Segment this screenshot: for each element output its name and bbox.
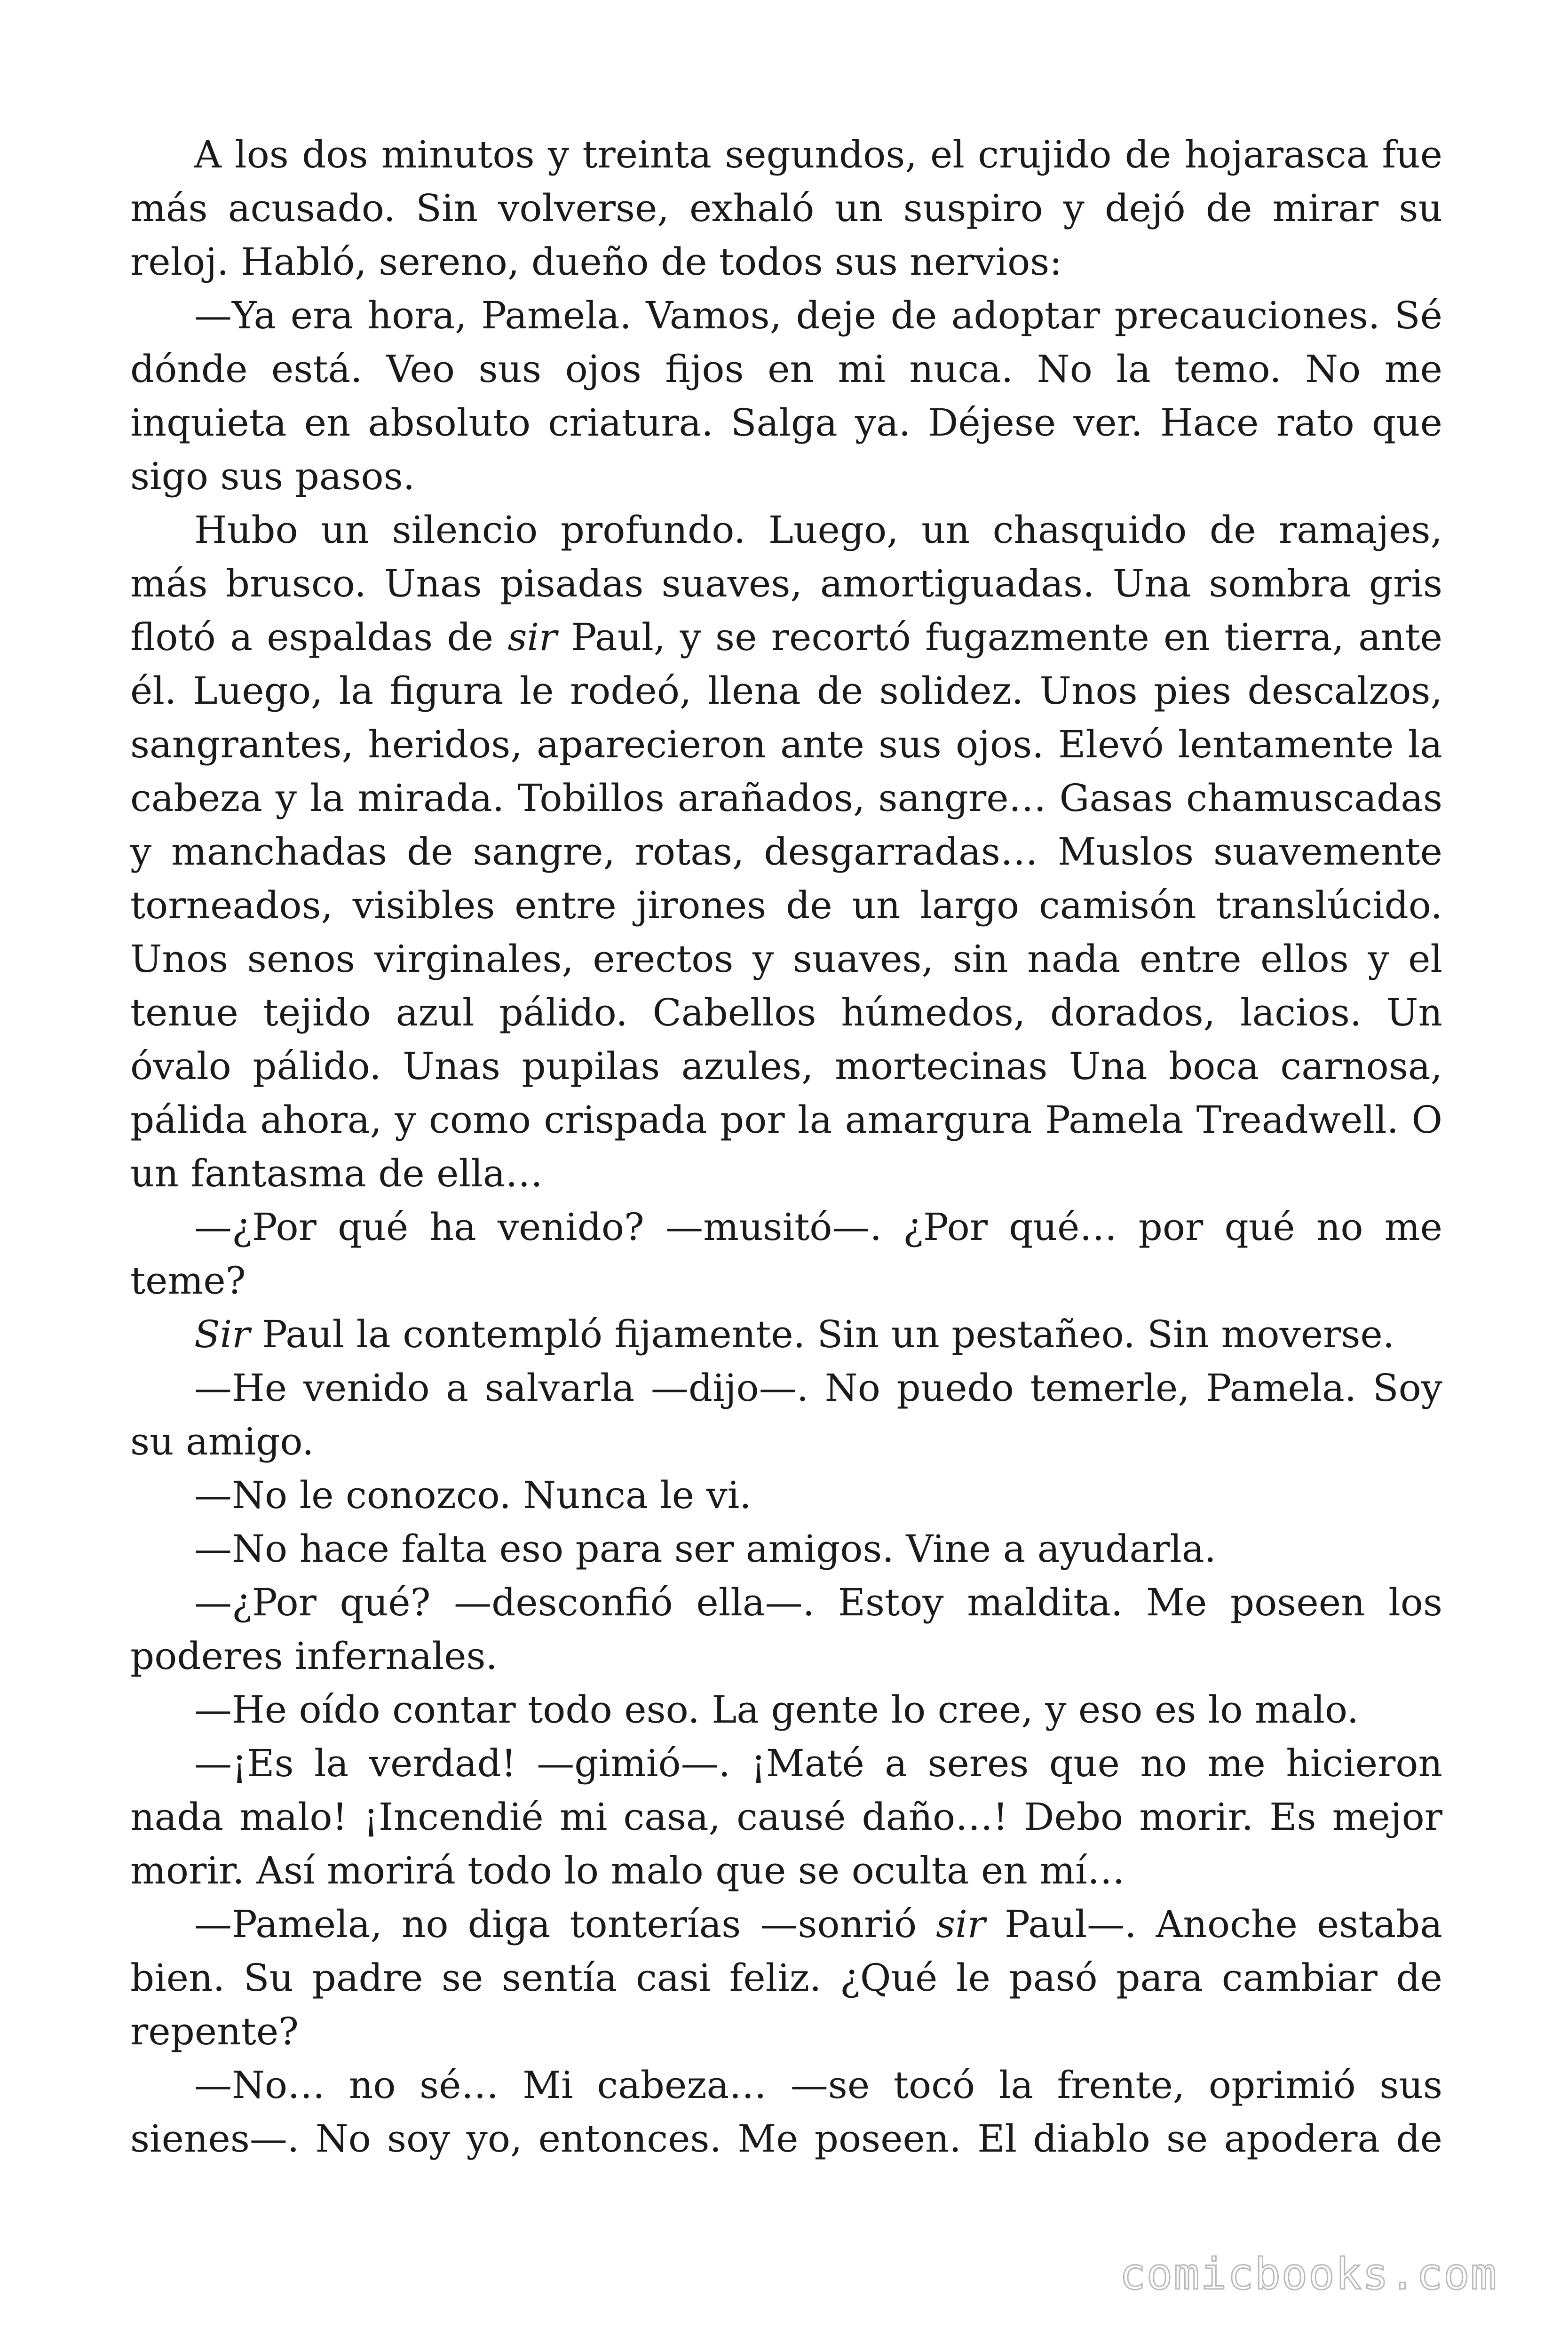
text-run: —He oído contar todo eso. La gente lo cree, y eso es lo malo. bbox=[194, 1688, 1359, 1732]
text-run: —Ya era hora, Pamela. Vamos, deje de adoptar precauciones. Sé dónde está. Veo sus ojos fijos en mi nuca. No la temo. No me inquieta en absoluto criatura. Salga ya. Déjese ver. Hace rato que sigo sus pasos. bbox=[130, 294, 1442, 498]
italic-text: sir bbox=[936, 1902, 986, 1946]
text-run: —¡Es la verdad! —gimió—. ¡Maté a seres que no me hicieron nada malo! ¡Incendié mi casa, causé daño…! Debo morir. Es mejor morir. Así morirá todo lo malo que se oculta en mí… bbox=[130, 1741, 1442, 1892]
text-run: —He venido a salvarla —dijo—. No puedo temerle, Pamela. Soy su amigo. bbox=[130, 1366, 1442, 1463]
paragraph bbox=[130, 1737, 1442, 1898]
paragraph bbox=[130, 1898, 1442, 2058]
paragraph bbox=[130, 1522, 1442, 1576]
text-run: —No… no sé… Mi cabeza… —se tocó la frente, oprimió sus sienes—. No soy yo, entonces. Me poseen. El diablo se apodera de bbox=[130, 2063, 1442, 2161]
text-run: A los dos minutos y treinta segundos, el crujido de hojarasca fue más acusado. Sin volverse, exhaló un suspiro y dejó de mirar su reloj. Habló, sereno, dueño de todos sus nervios: bbox=[130, 133, 1442, 284]
paragraph bbox=[130, 1200, 1442, 1308]
paragraph bbox=[130, 289, 1442, 503]
watermark: comicbooks.com bbox=[1119, 2249, 1497, 2299]
text-run: —No hace falta eso para ser amigos. Vine a ayudarla. bbox=[194, 1527, 1216, 1571]
body-text bbox=[130, 128, 1442, 2166]
text-run: —No le conozco. Nunca le vi. bbox=[194, 1473, 752, 1517]
text-run: Paul—. Anoche estaba bien. Su padre se sentía casi feliz. ¿Qué le pasó para cambiar de repente? bbox=[130, 1902, 1442, 2053]
paragraph bbox=[130, 1361, 1442, 1469]
paragraph bbox=[130, 128, 1442, 289]
italic-text: Sir bbox=[194, 1312, 250, 1356]
paragraph bbox=[130, 503, 1442, 1200]
text-run: —¿Por qué ha venido? —musitó—. ¿Por qué… por qué no me teme? bbox=[130, 1205, 1442, 1303]
italic-text: sir bbox=[507, 615, 557, 659]
paragraph bbox=[130, 2058, 1442, 2166]
text-run: —Pamela, no diga tonterías —sonrió bbox=[194, 1902, 936, 1946]
paragraph bbox=[130, 1576, 1442, 1683]
paragraph bbox=[130, 1469, 1442, 1522]
text-run: Paul la contempló fijamente. Sin un pestañeo. Sin moverse. bbox=[250, 1312, 1395, 1356]
text-run: Paul, y se recortó fugazmente en tierra, ante él. Luego, la figura le rodeó, llena de solidez. Unos pies descalzos, sangrantes, heridos, aparecieron ante sus ojos. Elevó lentamente la cabeza y la mirada. Tobillos arañados, sangre… Gasas chamuscadas y manchadas de sangre, rotas, desgarradas… Muslos suavemente torneados, visibles entre jirones de un largo camisón translúcido. Unos senos virginales, erectos y suaves, sin nada entre ellos y el tenue tejido azul pálido. Cabellos húmedos, dorados, lacios. Un óvalo pálido. Unas pupilas azules, mortecinas Una boca carnosa, pálida ahora, y como crispada por la amargura Pamela Treadwell. O un fantasma de ella… bbox=[130, 615, 1443, 1195]
text-run: Hubo un silencio profundo. Luego, un chasquido de ramajes, más brusco. Unas pisadas suaves, amortiguadas. Una sombra gris flotó a espaldas de bbox=[130, 508, 1442, 659]
text-run: —¿Por qué? —desconfió ella—. Estoy maldita. Me poseen los poderes infernales. bbox=[130, 1581, 1442, 1678]
paragraph bbox=[130, 1308, 1442, 1361]
paragraph bbox=[130, 1683, 1442, 1737]
